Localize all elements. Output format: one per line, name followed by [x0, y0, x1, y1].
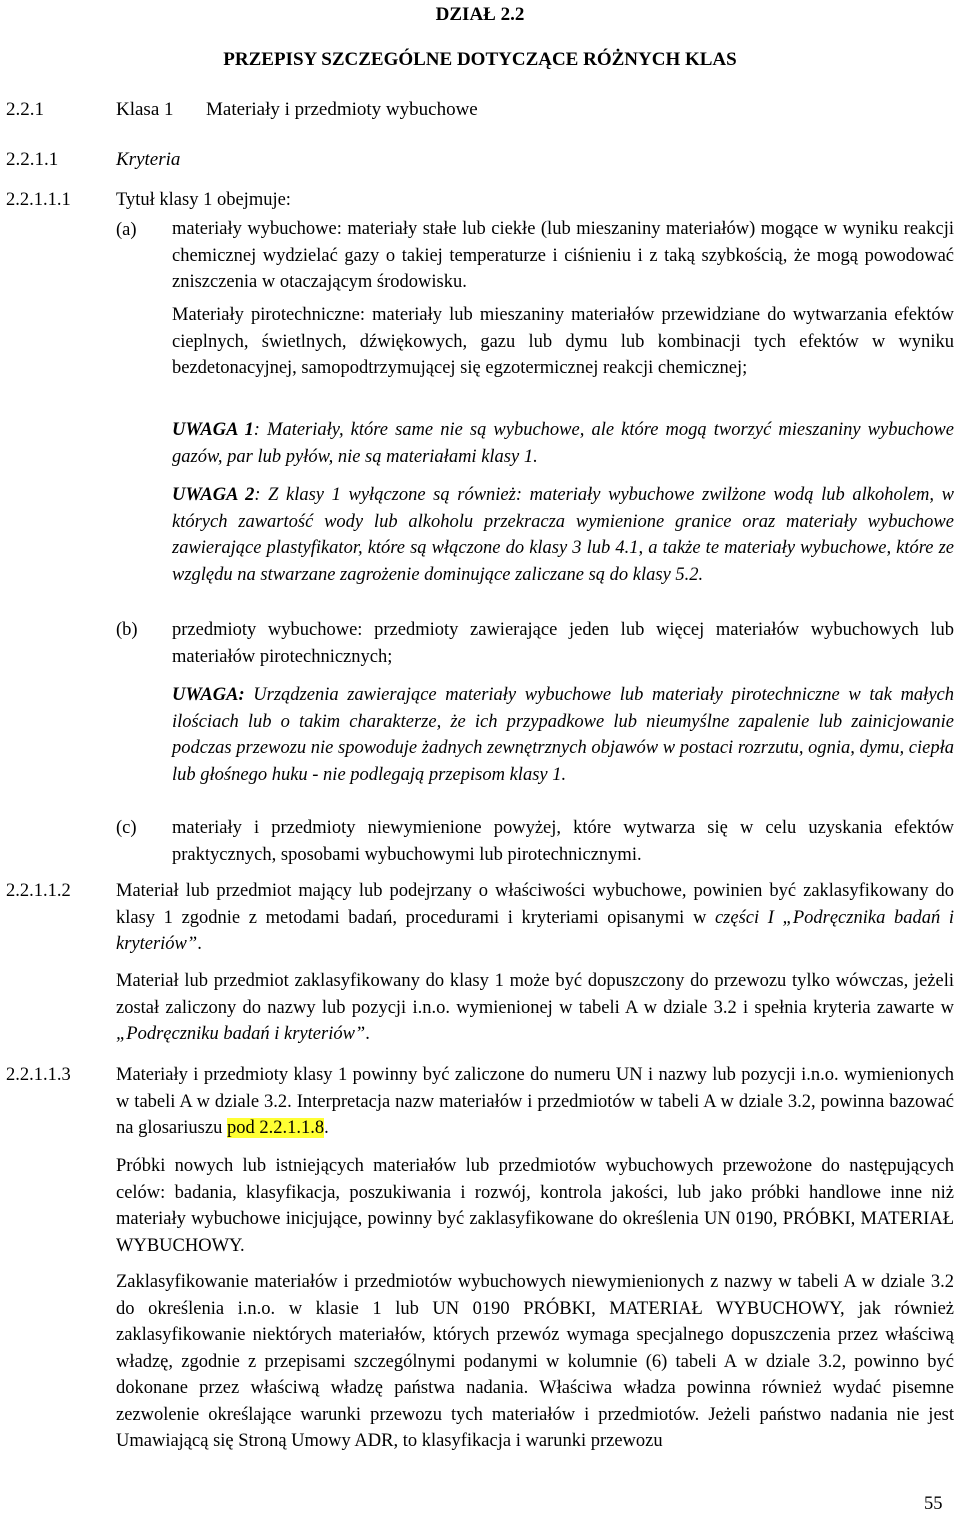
paragraph-3-text-c: Zaklasyfikowanie materiałów i przedmiotów wybuchowych niewymienionych z nazwy w tabeli A w dziale 3.2 do określenia i.n.o. w klasie 1 lub UN 0190 PRÓBKI, MATERIAŁ WYBUCHOWY, jak również zaklasyfikowanie niektórych materiałów, których przewóz wymaga specjalnego dopuszczenia przez właściwą władzę, zgodnie z przepisami szczególnymi podanymi w kolumnie (6) tabeli A w dziale 3.2, powinno być dokonane przez właściwą władzę państwa nadania. Właściwa władza powinna również wydać pisemne zezwolenie określające warunki przewozu tych materiałów i przedmiotów. Jeżeli państwo nadania nie jest Umawiającą się Stroną Umowy ADR, to klasyfikacja i warunki przewozu — [116, 1272, 954, 1451]
note-1-text: : Materiały, które same nie są wybuchowe, ale które mogą tworzyć mieszaniny wybuchowe gazów, par lub pyłów, nie są materiałami klasy 1. — [172, 420, 954, 467]
paragraph-2-text-b — [116, 968, 954, 1048]
item-text-c: materiały i przedmioty niewymienione powyżej, które wytwarza się w celu uzyskania efektów praktycznych, sposobami wybuchowymi lub pirotechnicznymi. — [172, 818, 954, 865]
p2-text-a-italic: części I „Podręcznika badań i kryteriów” — [116, 907, 954, 954]
section-number: 2.2.1 — [6, 99, 44, 120]
p3-text-a: Materiały i przedmioty klasy 1 powinny być zaliczone do numeru UN i nazwy lub pozycji i.n.o. wymienionych w tabeli A w dziale 3.2. Interpretacja nazw materiałów i przedmiotów w tabeli A w dziale 3.2, powinna bazować na glosariuszu — [116, 1065, 954, 1138]
item-text-b: przedmioty wybuchowe: przedmioty zawierające jeden lub więcej materiałów wybuchowych lub materiałów pirotechnicznych; — [172, 620, 954, 667]
paragraph-intro: Tytuł klasy 1 obejmuje: — [116, 190, 291, 210]
chapter-title: DZIAŁ 2.2 — [435, 4, 525, 25]
p2-text-a: Materiał lub przedmiot mający lub podejrzany o właściwości wybuchowe, powinien być zaklasyfikowany do klasy 1 zgodnie z metodami badań, procedurami i kryteriami opisanymi w — [116, 881, 954, 928]
subsection-title: Kryteria — [116, 149, 181, 170]
item-label-c: (c) — [116, 818, 137, 838]
page-number: 55 — [924, 1494, 943, 1514]
p2-text-b-italic: „Podręczniku badań i kryteriów” — [116, 1024, 366, 1044]
item-label-a: (a) — [116, 220, 137, 240]
note-2-label: UWAGA 2 — [172, 485, 255, 505]
subsection-number: 2.2.1.1 — [6, 149, 59, 170]
item-label-b: (b) — [116, 620, 138, 640]
glossary-reference-highlight: pod 2.2.1.1.8 — [226, 1118, 325, 1138]
note-1 — [172, 417, 954, 470]
p2-text-a-end: . — [197, 934, 202, 954]
chapter-subtitle: PRZEPISY SZCZEGÓLNE DOTYCZĄCE RÓŻNYCH KLAS — [223, 49, 737, 70]
paragraph-number-3: 2.2.1.1.3 — [6, 1065, 71, 1085]
item-text-a-pyrotechnic: Materiały pirotechniczne: materiały lub mieszaniny materiałów przewidziane do wytwarzania efektów cieplnych, świetlnych, dźwiękowych, gazu lub dymu lub kombinacji tych efektów w wyniku bezdetonacyjnej, samopodtrzymującej się egzotermicznej reakcji chemicznej; — [172, 305, 954, 378]
section-label: Klasa 1 — [116, 99, 174, 120]
section-title: Materiały i przedmioty wybuchowe — [206, 99, 478, 120]
paragraph-3-text-b: Próbki nowych lub istniejących materiałów lub przedmiotów wybuchowych przewożone do następujących celów: badania, klasyfikacja, poszukiwania i rozwój, kontrola jakości, lub jako próbki handlowe inne niż materiały wybuchowe inicjujące, powinny być zaklasyfikowane do określenia UN 0190, PRÓBKI, MATERIAŁ WYBUCHOWY. — [116, 1156, 954, 1256]
paragraph-number-2: 2.2.1.1.2 — [6, 881, 71, 901]
note-2-text: : Z klasy 1 wyłączone są również: materiały wybuchowe zwilżone wodą lub alkoholem, w których zawartość wody lub alkoholu przekracza wymienione granice oraz materiały wybuchowe zawierające plastyfikator, które są włączone do klasy 3 lub 4.1, a także te materiały wybuchowe, które ze względu na stwarzane zagrożenie dominujące zaliczane są do klasy 5.2. — [172, 485, 954, 585]
note-3 — [172, 682, 954, 788]
paragraph-2-text-a — [116, 878, 954, 958]
paragraph-number-1: 2.2.1.1.1 — [6, 190, 71, 210]
note-3-text: Urządzenia zawierające materiały wybuchowe lub materiały pirotechniczne w tak małych ilościach lub o takim charakterze, że ich przypadkowe lub nieumyślne zapalenie lub zainicjowanie podczas przewozu nie spowoduje żadnych zewnętrznych objawów w postaci rozrzutu, ognia, dymu, ciepła lub głośnego huku - nie podlegają przepisom klasy 1. — [172, 685, 954, 785]
note-3-label: UWAGA: — [172, 685, 245, 705]
item-text-a: materiały wybuchowe: materiały stałe lub ciekłe (lub mieszaniny materiałów) mogące w wyniku reakcji chemicznej wydzielać gazy o takiej temperaturze i ciśnieniu i z taką szybkością, że mogą powodować zniszczenia w otaczającym środowisku. — [172, 219, 954, 292]
p2-text-b-end: . — [365, 1024, 370, 1044]
p3-text-a-end: . — [324, 1118, 329, 1138]
p2-text-b: Materiał lub przedmiot zaklasyfikowany do klasy 1 może być dopuszczony do przewozu tylko wówczas, jeżeli został zaliczony do nazwy lub pozycji i.n.o. wymienionej w tabeli A w dziale 3.2 i spełnia kryteria zawarte w — [116, 971, 954, 1018]
paragraph-3-text-a — [116, 1062, 954, 1142]
note-1-label: UWAGA 1 — [172, 420, 254, 440]
note-2 — [172, 482, 954, 588]
